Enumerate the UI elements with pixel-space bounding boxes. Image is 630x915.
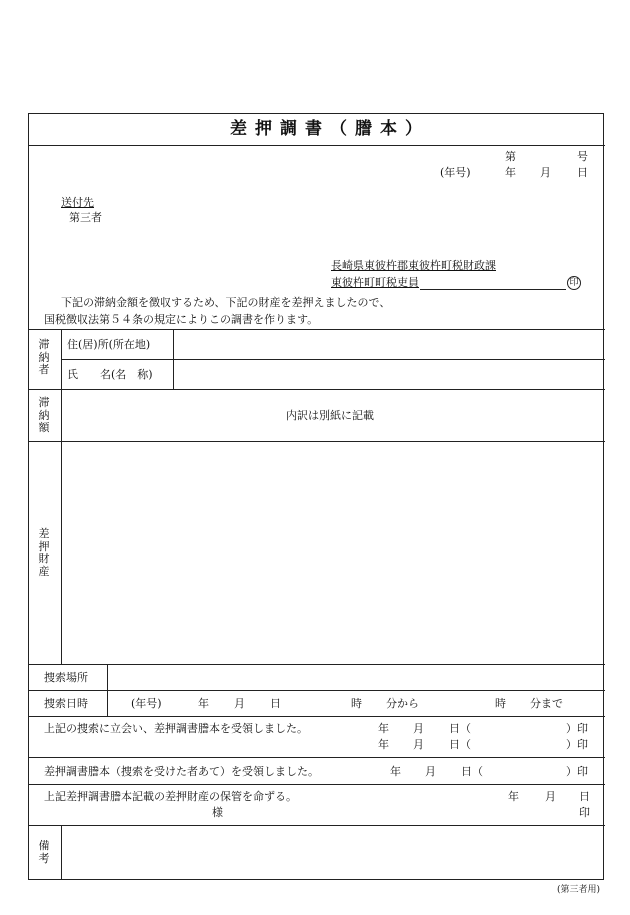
address-field[interactable] <box>175 332 603 358</box>
search-place-label: 捜索場所 <box>44 671 88 684</box>
recipient-name: 第三者 <box>69 211 102 224</box>
custody-year: 年 <box>508 790 519 803</box>
receipt-day: 日（ <box>461 765 483 778</box>
search-year: 年 <box>198 697 209 710</box>
search-month: 月 <box>234 697 245 710</box>
rule-header-bottom <box>28 329 605 330</box>
property-label: 差押財産 <box>38 527 50 578</box>
footer-copy-type: (第三者用) <box>557 885 601 895</box>
witness-day-2: 日（ <box>449 738 471 751</box>
custody-day: 日 <box>579 790 590 803</box>
rule-property-bottom <box>28 664 605 665</box>
address-label: 住(居)所(所在地) <box>67 338 151 351</box>
seal-icon: 印 <box>567 276 581 290</box>
rule-place-bottom <box>28 690 605 691</box>
rule-delinquent-mid <box>61 359 605 360</box>
rule-search-column <box>107 664 108 716</box>
rule-custody-bottom <box>28 825 605 826</box>
remarks-label: 備考 <box>38 839 50 865</box>
receipt-month: 月 <box>425 765 436 778</box>
witness-seal-1: ）印 <box>566 722 588 735</box>
witness-month-1: 月 <box>413 722 424 735</box>
page-title: 差押調書（謄本） <box>230 119 430 139</box>
witness-year-1: 年 <box>378 722 389 735</box>
statement-line1: 下記の滞納金額を徴収するため、下記の財産を差押えましたので、 <box>61 296 391 309</box>
number-year: 年 <box>505 166 516 179</box>
custody-sama: 様 <box>212 806 223 819</box>
property-field[interactable] <box>63 443 603 662</box>
search-nengo: (年号) <box>131 697 162 710</box>
rule-amount-bottom <box>28 441 605 442</box>
witness-seal-2: ）印 <box>566 738 588 751</box>
receipt-year: 年 <box>390 765 401 778</box>
amount-value: 内訳は別紙に記載 <box>286 409 374 422</box>
number-month: 月 <box>540 166 551 179</box>
search-place-field[interactable] <box>109 666 603 689</box>
name-label: 氏 名(名 称) <box>67 368 153 381</box>
rule-delinquent-fields <box>173 329 174 389</box>
receipt-seal: ）印 <box>566 765 588 778</box>
rule-label-column <box>61 329 62 664</box>
custody-month: 月 <box>545 790 556 803</box>
custody-seal: 印 <box>579 806 590 819</box>
rule-title <box>28 145 605 146</box>
search-datetime-label: 捜索日時 <box>44 697 88 710</box>
search-hour-from: 時 <box>351 697 362 710</box>
issuer-dept: 長崎県東彼杵郡東彼杵町税財政課 <box>331 259 496 272</box>
recipient-label: 送付先 <box>61 196 94 209</box>
rule-remarks-column <box>61 825 62 880</box>
witness-text: 上記の捜索に立会い、差押調書謄本を受領しました。 <box>44 722 308 735</box>
number-day: 日 <box>577 166 588 179</box>
search-min-from: 分から <box>386 697 419 710</box>
rule-delinquent-bottom <box>28 389 605 390</box>
rule-witness-bottom <box>28 757 605 758</box>
delinquent-label: 滞納者 <box>38 338 50 377</box>
search-hour-to: 時 <box>495 697 506 710</box>
custody-text: 上記差押調書謄本記載の差押財産の保管を命ずる。 <box>44 790 297 803</box>
issuer-signature-line <box>420 289 566 290</box>
search-day: 日 <box>270 697 281 710</box>
amount-label: 滞納額 <box>38 396 50 435</box>
witness-month-2: 月 <box>413 738 424 751</box>
number-go: 号 <box>577 150 588 163</box>
search-min-to: 分まで <box>530 697 563 710</box>
name-field[interactable] <box>175 361 603 388</box>
witness-year-2: 年 <box>378 738 389 751</box>
rule-datetime-bottom <box>28 716 605 717</box>
receipt-text: 差押調書謄本（捜索を受けた者あて）を受領しました。 <box>44 765 319 778</box>
witness-day-1: 日（ <box>449 722 471 735</box>
remarks-field[interactable] <box>63 827 603 878</box>
rule-receipt-bottom <box>28 784 605 785</box>
number-dai: 第 <box>505 150 516 163</box>
number-nengo: (年号) <box>440 166 471 179</box>
issuer-official: 東彼杵町町税吏員 <box>331 276 419 289</box>
statement-line2: 国税徴収法第５４条の規定によりこの調書を作ります。 <box>44 313 319 326</box>
